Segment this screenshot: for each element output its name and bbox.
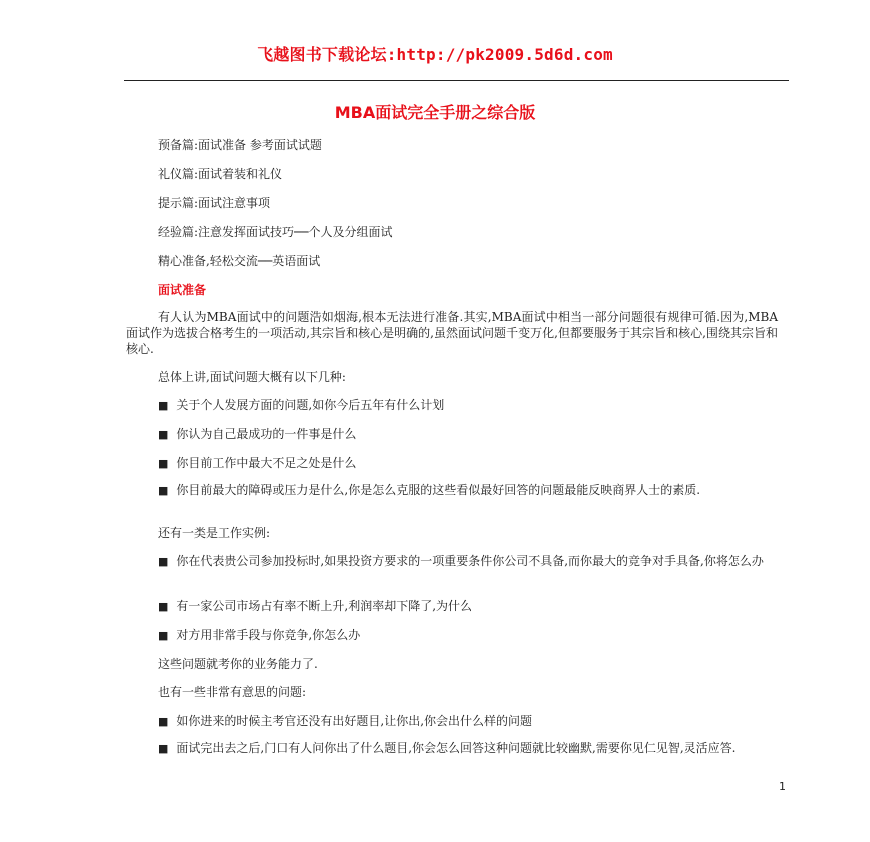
toc-item-2: 礼仪篇:面试着装和礼仪 <box>158 167 283 181</box>
bullet-text: 如你进来的时候主考官还没有出好题目,让你出,你会出什么样的问题 <box>176 714 533 728</box>
bullet-square-icon: ■ <box>158 600 169 613</box>
bullet-square-icon: ■ <box>158 715 169 728</box>
bullet-text: 面试完出去之后,门口有人问你出了什么题目,你会怎么回答这种问题就比较幽默,需要你见仁见智,灵活应答. <box>176 741 736 755</box>
site-header: 飞越图书下载论坛:http://pk2009.5d6d.com <box>257 45 613 64</box>
bullet-paragraph <box>126 553 778 570</box>
toc-item-4: 经验篇:注意发挥面试技巧──个人及分组面试 <box>158 225 393 239</box>
bullet-text: 你目前工作中最大不足之处是什么 <box>176 456 357 470</box>
bullet-paragraph <box>126 482 778 499</box>
ability-note: 这些问题就考你的业务能力了. <box>158 657 318 671</box>
bullet-item <box>158 397 444 414</box>
bullet-square-icon: ■ <box>158 399 169 412</box>
bullet-item <box>158 426 356 443</box>
bullet-item <box>158 598 472 615</box>
bullet-text: 关于个人发展方面的问题,如你今后五年有什么计划 <box>176 398 445 412</box>
intro-paragraph: 有人认为MBA面试中的问题浩如烟海,根本无法进行准备.其实,MBA面试中相当一部分问题很有规律可循.因为,MBA面试作为选拔合格考生的一项活动,其宗旨和核心是明确的,虽然面试问题千变万化,但都要服务于其宗旨和核心,围绕其宗旨和核心. <box>126 310 778 356</box>
bullet-text: 你认为自己最成功的一件事是什么 <box>176 427 357 441</box>
page-number: 1 <box>779 780 786 793</box>
work-examples-intro: 还有一类是工作实例: <box>158 526 271 540</box>
bullet-text: 你目前最大的障碍或压力是什么,你是怎么克服的这些看似最好回答的问题最能反映商界人士的素质. <box>176 483 701 497</box>
toc-item-5: 精心准备,轻松交流──英语面试 <box>158 254 321 268</box>
header-divider <box>124 80 789 81</box>
bullet-square-icon: ■ <box>158 457 169 470</box>
bullet-item <box>158 455 356 472</box>
bullet-text: 你在代表贵公司参加投标时,如果投资方要求的一项重要条件你公司不具备,而你最大的竞争对手具备,你将怎么办 <box>176 554 764 568</box>
summary-line: 总体上讲,面试问题大概有以下几种: <box>158 370 346 384</box>
toc-item-1: 预备篇:面试准备 参考面试试题 <box>158 138 322 152</box>
bullet-text: 对方用非常手段与你竞争,你怎么办 <box>176 628 361 642</box>
bullet-square-icon: ■ <box>158 629 169 642</box>
section-heading: 面试准备 <box>158 283 207 297</box>
toc-item-3: 提示篇:面试注意事项 <box>158 196 271 210</box>
bullet-square-icon: ■ <box>158 428 169 441</box>
bullet-paragraph <box>126 740 778 757</box>
bullet-item <box>158 713 532 730</box>
bullet-item <box>158 627 360 644</box>
bullet-text: 有一家公司市场占有率不断上升,利润率却下降了,为什么 <box>176 599 473 613</box>
document-title: MBA面试完全手册之综合版 <box>334 103 536 122</box>
bullet-square-icon: ■ <box>158 484 169 497</box>
bullet-square-icon: ■ <box>158 742 169 755</box>
interesting-intro: 也有一些非常有意思的问题: <box>158 685 307 699</box>
bullet-square-icon: ■ <box>158 555 169 568</box>
